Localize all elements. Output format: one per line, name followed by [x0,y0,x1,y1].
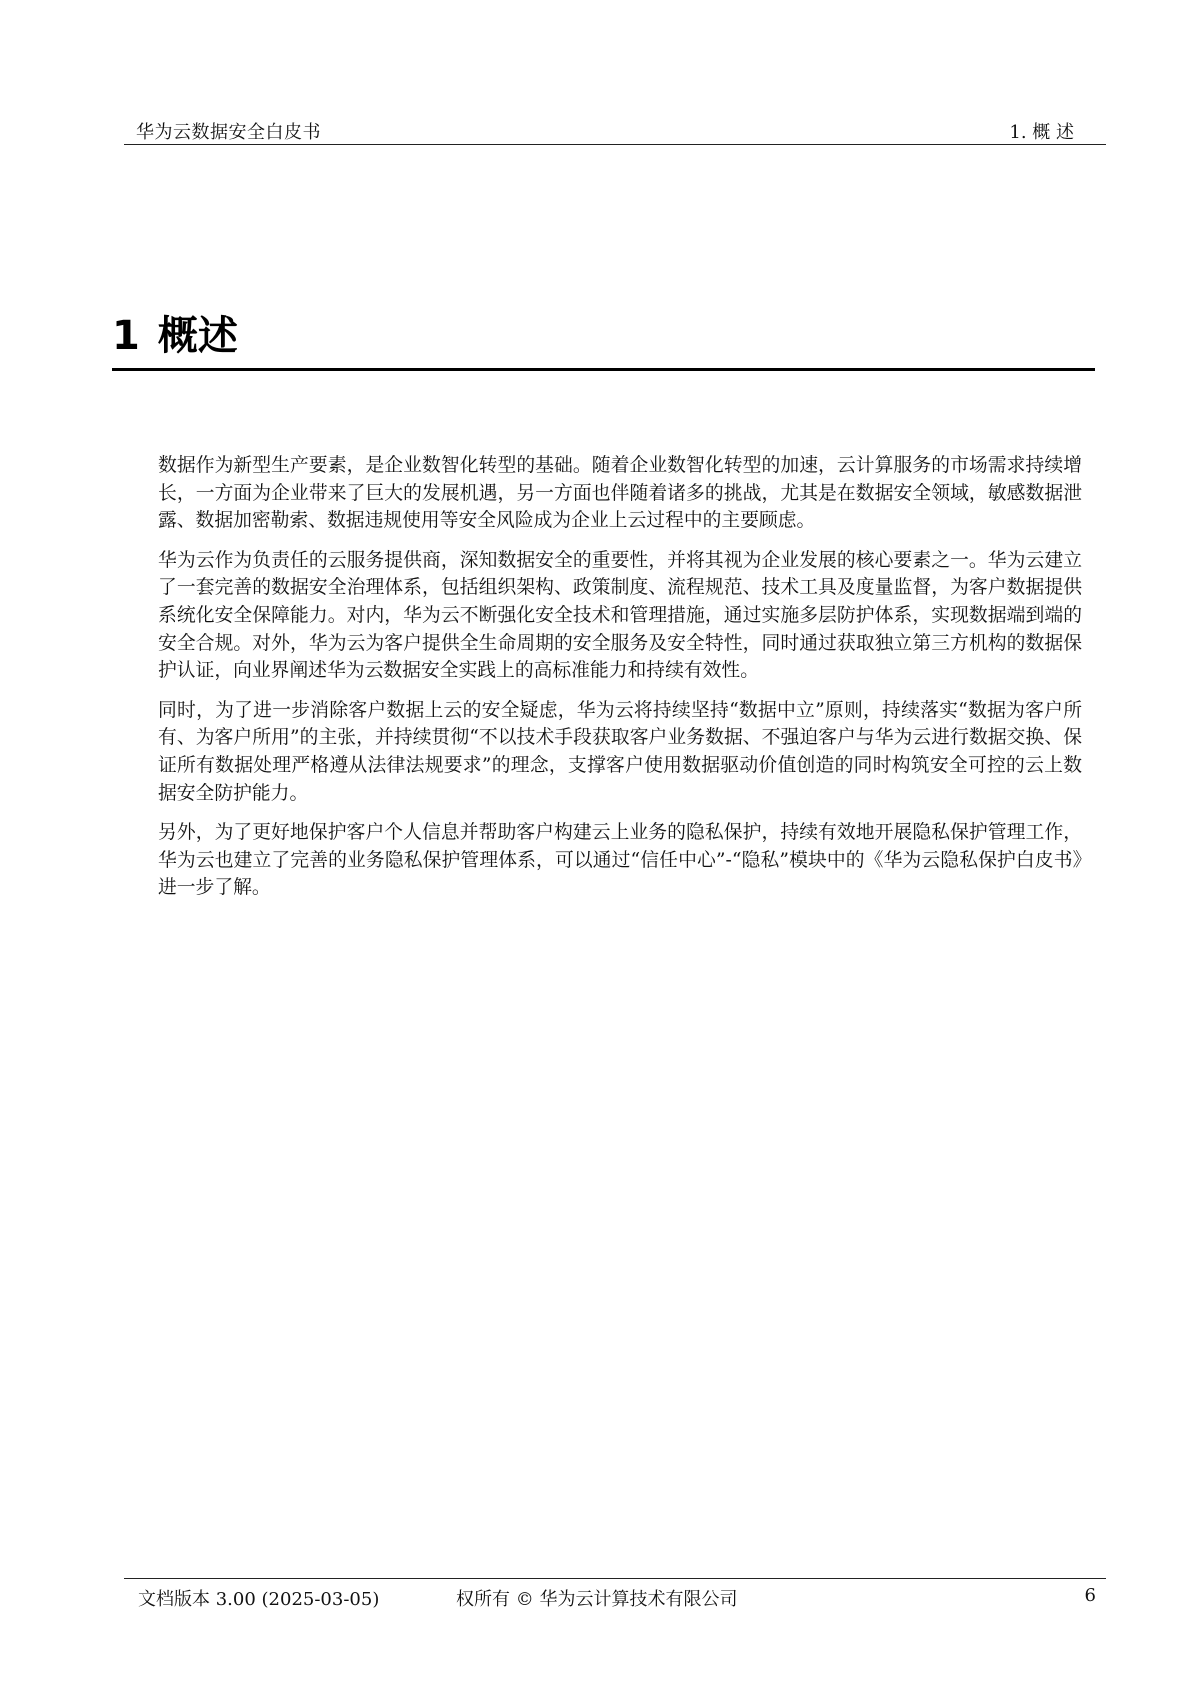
paragraph: 同时，为了进一步消除客户数据上云的安全疑虑，华为云将持续坚持“数据中立”原则，持续落实“数据为客户所有、为客户所用”的主张，并持续贯彻“不以技术手段获取客户业务数据、不强迫客户与华为云进行数据交换、保证所有数据处理严格遵从法律法规要求”的理念，支撑客户使用数据驱动价值创造的同时构筑安全可控的云上数据安全防护能力。 [158,699,1082,804]
footer-version: 文档版本 3.00 (2025-03-05) [138,1589,380,1610]
body-text [158,452,1082,914]
page-header [124,116,1106,145]
paragraph: 另外，为了更好地保护客户个人信息并帮助客户构建云上业务的隐私保护，持续有效地开展隐私保护管理工作，华为云也建立了完善的业务隐私保护管理体系，可以通过“信任中心”-“隐私”模块中的《华为云隐私保护白皮书》进一步了解。 [158,822,1082,899]
chapter-number: 1 [112,313,140,359]
chapter-title: 概述 [157,313,238,359]
paragraph: 数据作为新型生产要素，是企业数智化转型的基础。随着企业数智化转型的加速，云计算服务的市场需求持续增长，一方面为企业带来了巨大的发展机遇，另一方面也伴随着诸多的挑战，尤其是在数据安全领域，敏感数据泄露、数据加密勒索、数据违规使用等安全风险成为企业上云过程中的主要顾虑。 [158,455,1082,532]
page-footer [124,1578,1106,1613]
page-number: 6 [1084,1585,1096,1606]
chapter-heading [112,308,1095,371]
header-doc-title: 华为云数据安全白皮书 [136,122,321,143]
header-section: 1. 概 述 [1009,122,1074,143]
footer-copyright: 权所有 © 华为云计算技术有限公司 [456,1589,738,1610]
paragraph: 华为云作为负责任的云服务提供商，深知数据安全的重要性，并将其视为企业发展的核心要素之一。华为云建立了一套完善的数据安全治理体系，包括组织架构、政策制度、流程规范、技术工具及度量监督，为客户数据提供系统化安全保障能力。对内，华为云不断强化安全技术和管理措施，通过实施多层防护体系，实现数据端到端的安全合规。对外，华为云为客户提供全生命周期的安全服务及安全特性，同时通过获取独立第三方机构的数据保护认证，向业界阐述华为云数据安全实践上的高标准能力和持续有效性。 [158,549,1082,682]
